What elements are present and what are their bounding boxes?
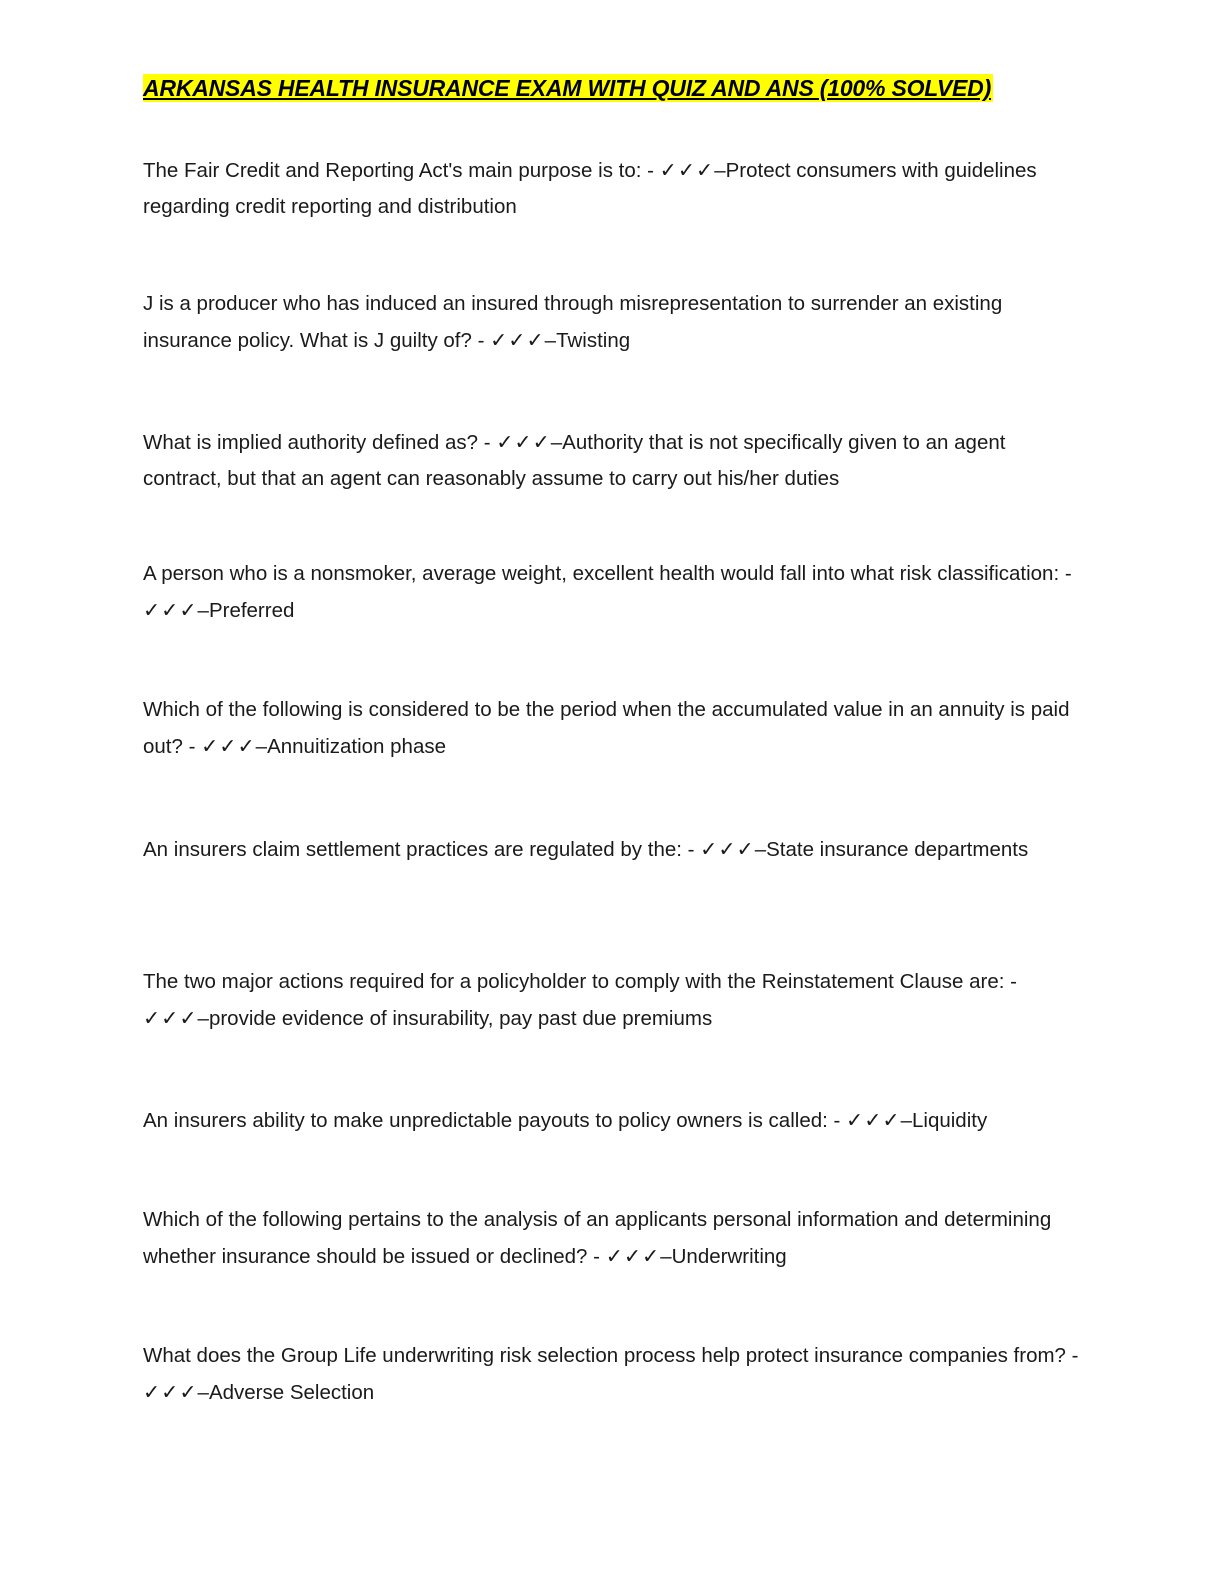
check-marks-icon: ✓✓✓ bbox=[700, 837, 755, 861]
question-text: J is a producer who has induced an insured through misrepresentation to surrender an existing insurance policy. What is J guilty of? bbox=[143, 292, 1003, 352]
qa-item-8 bbox=[143, 1102, 1083, 1139]
answer-dash: – bbox=[900, 1109, 912, 1132]
answer-dash: – bbox=[714, 159, 726, 182]
qa-item-10 bbox=[143, 1338, 1083, 1411]
question-text: Which of the following is considered to be the period when the accumulated value in an annuity is paid out? bbox=[143, 698, 1070, 758]
qa-item-6 bbox=[143, 831, 1083, 868]
answer-dash: – bbox=[754, 838, 767, 861]
check-marks-icon: ✓✓✓ bbox=[605, 1244, 661, 1268]
answer-dash: – bbox=[550, 431, 563, 454]
question-text: Which of the following pertains to the analysis of an applicants personal information and determining whether insurance should be issued or declined? bbox=[143, 1208, 1052, 1268]
question-text: The two major actions required for a policyholder to comply with the Reinstatement Clause are: bbox=[143, 970, 1005, 993]
separator: - bbox=[1004, 970, 1017, 993]
check-marks-icon: ✓✓✓ bbox=[846, 1108, 901, 1132]
question-text: What does the Group Life underwriting risk selection process help protect insurance companies from? bbox=[143, 1344, 1066, 1367]
answer-text: Annuitization phase bbox=[267, 735, 446, 758]
separator: - bbox=[681, 838, 701, 861]
check-marks-icon: ✓✓✓ bbox=[201, 734, 256, 758]
answer-dash: – bbox=[197, 1381, 209, 1404]
answer-text: Underwriting bbox=[671, 1245, 787, 1268]
separator: - bbox=[478, 431, 497, 454]
separator: - bbox=[587, 1245, 606, 1268]
question-text: A person who is a nonsmoker, average weight, excellent health would fall into what risk classification: bbox=[143, 562, 1060, 585]
question-text: What is implied authority defined as? bbox=[143, 431, 479, 454]
answer-text: Twisting bbox=[556, 329, 631, 352]
qa-item-4 bbox=[143, 556, 1083, 629]
answer-dash: – bbox=[197, 599, 209, 622]
qa-item-9 bbox=[143, 1202, 1083, 1275]
question-text: An insurers ability to make unpredictable payouts to policy owners is called: bbox=[143, 1109, 828, 1132]
check-marks-icon: ✓✓✓ bbox=[490, 328, 545, 352]
answer-text: provide evidence of insurability, pay past due premiums bbox=[208, 1007, 713, 1030]
answer-text: Adverse Selection bbox=[208, 1381, 375, 1404]
qa-item-5 bbox=[143, 692, 1083, 765]
check-marks-icon: ✓✓✓ bbox=[143, 1006, 198, 1030]
answer-text: State insurance departments bbox=[766, 838, 1029, 861]
answer-text: Liquidity bbox=[911, 1109, 988, 1132]
document-title: ARKANSAS HEALTH INSURANCE EXAM WITH QUIZ AND ANS (100% SOLVED) bbox=[143, 75, 992, 101]
separator: - bbox=[1065, 1344, 1079, 1367]
answer-dash: – bbox=[544, 329, 557, 352]
separator: - bbox=[182, 735, 202, 758]
answer-text: Preferred bbox=[208, 599, 295, 622]
check-marks-icon: ✓✓✓ bbox=[496, 430, 551, 454]
answer-dash: – bbox=[255, 735, 268, 758]
answer-dash: – bbox=[660, 1245, 672, 1268]
question-text: An insurers claim settlement practices are regulated by the: bbox=[143, 838, 682, 861]
qa-item-1 bbox=[143, 152, 1083, 225]
question-text: The Fair Credit and Reporting Act's main purpose is to: bbox=[143, 159, 642, 182]
check-marks-icon: ✓✓✓ bbox=[143, 598, 198, 622]
answer-text: Authority that is not specifically given to an agent contract, but that an agent can reasonably assume to carry out his/her duties bbox=[143, 431, 1006, 490]
separator: - bbox=[827, 1109, 847, 1132]
qa-item-2 bbox=[143, 286, 1083, 359]
check-marks-icon: ✓✓✓ bbox=[659, 158, 715, 182]
qa-item-3 bbox=[143, 424, 1083, 497]
separator: - bbox=[471, 329, 491, 352]
qa-item-7 bbox=[143, 964, 1083, 1037]
separator: - bbox=[641, 159, 660, 182]
check-marks-icon: ✓✓✓ bbox=[143, 1380, 198, 1404]
answer-text: Protect consumers with guidelines regarding credit reporting and distribution bbox=[143, 159, 1037, 218]
answer-dash: – bbox=[197, 1007, 209, 1030]
separator: - bbox=[1059, 562, 1072, 585]
